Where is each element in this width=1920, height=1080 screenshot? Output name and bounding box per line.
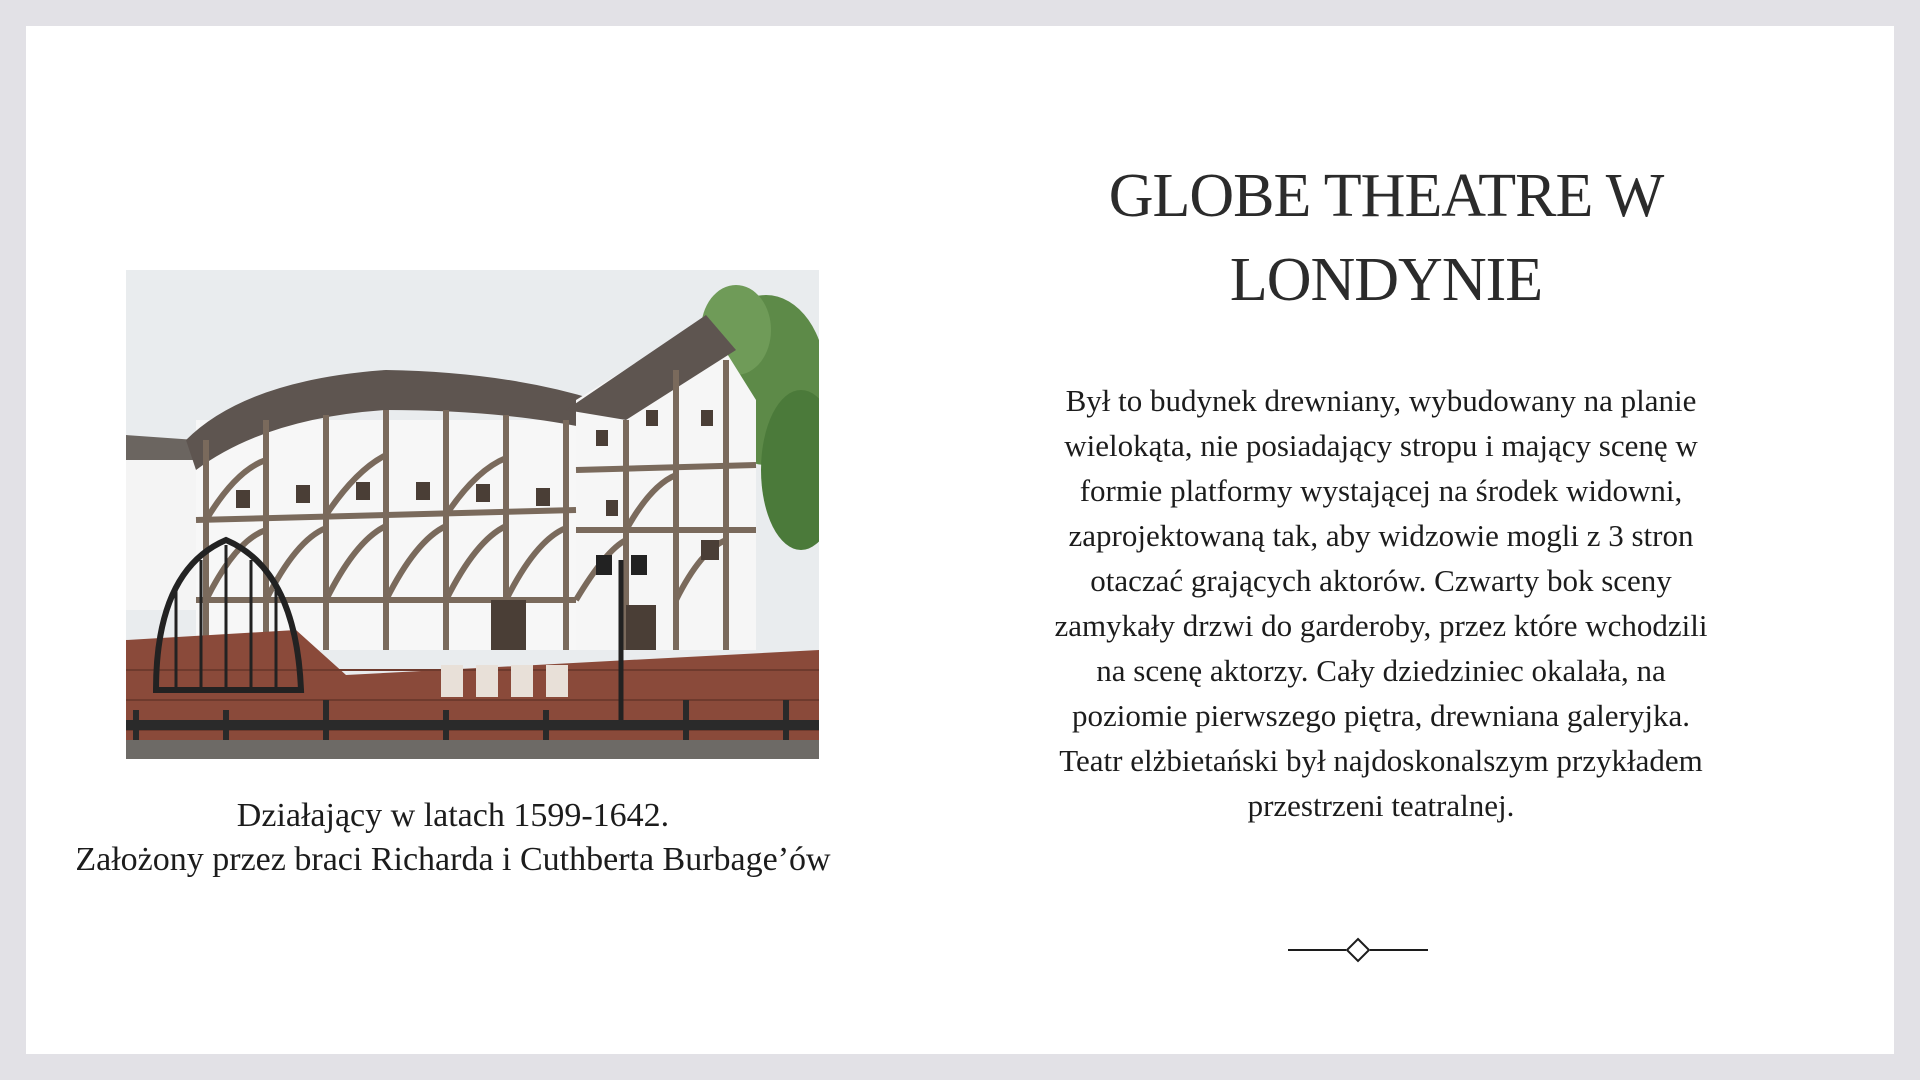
description-line: Teatr elżbietański był najdoskonalszym przykładem <box>1059 743 1703 778</box>
description-line: formie platformy wystającej na środek widowni, <box>1079 473 1683 508</box>
description-line: przestrzeni teatralnej. <box>1247 788 1515 823</box>
description-line: otaczać grających aktorów. Czwarty bok sceny <box>1090 563 1672 598</box>
description-text <box>986 378 1776 828</box>
description-line: wielokąta, nie posiadający stropu i mający scenę w <box>1064 428 1698 463</box>
description-line: Był to budynek drewniany, wybudowany na planie <box>1065 383 1697 418</box>
slide <box>26 26 1894 1054</box>
description-line: poziomie pierwszego piętra, drewniana galeryjka. <box>1071 698 1691 733</box>
globe-theatre-photo <box>126 270 819 759</box>
caption-line: Założony przez braci Richarda i Cuthberta Burbage’ów <box>75 841 831 878</box>
description-line: zaprojektowaną tak, aby widzowie mogli z 3 stron <box>1068 518 1694 553</box>
description-line: na scenę aktorzy. Cały dziedziniec okalała, na <box>1096 653 1666 688</box>
photo-caption <box>66 794 840 882</box>
title-line: GLOBE THEATRE W <box>1108 162 1664 230</box>
diamond-divider-icon <box>1288 930 1428 970</box>
title-line: LONDYNIE <box>1229 246 1543 314</box>
description-line: zamykały drzwi do garderoby, przez które wchodzili <box>1054 608 1708 643</box>
caption-line: Działający w latach 1599-1642. <box>236 797 670 834</box>
slide-title <box>946 154 1826 322</box>
